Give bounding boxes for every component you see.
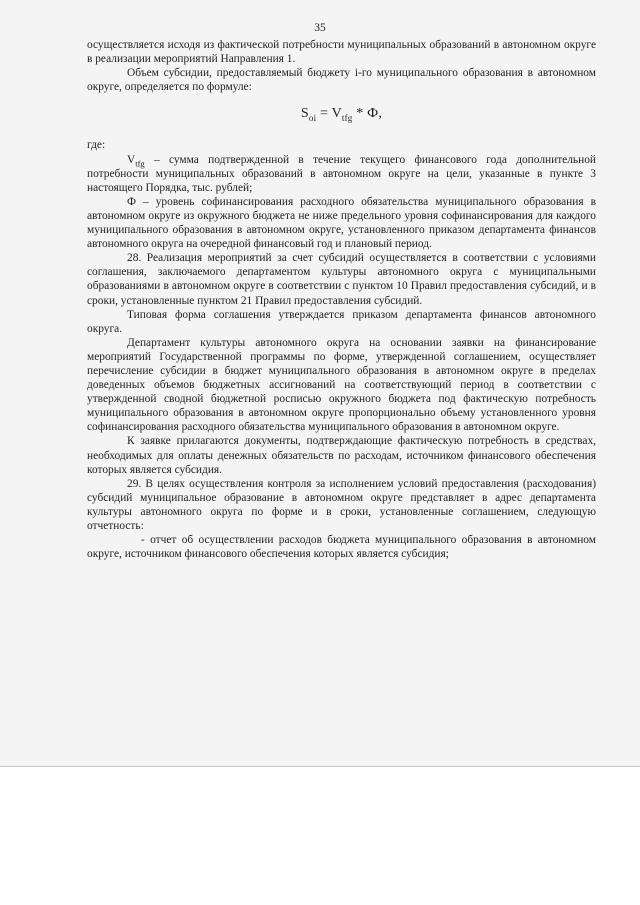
- where-label: где:: [87, 139, 106, 152]
- formula-s: S: [300, 106, 309, 122]
- vtfg-symbol: V: [127, 153, 136, 166]
- document-body: [87, 38, 596, 561]
- definition-f: Ф – уровень софинансирования расходного обязательства муниципального образования в автономном округе из окружного бюджета не ниже предельного уровня софинансирования для каждого муниципального образования в автономном округе, установленного приказом департамента финансов автономного округа на очередной финансовый год и плановый период.: [87, 195, 596, 251]
- paragraph-department-transfer: Департамент культуры автономного округа на основании заявки на финансирование мероприятий Государственной программы по форме, утвержденной соглашением, осуществляет перечисление субсидии в бюджет муниципального образования в автономном округе в пределах доведенных объемов бюджетных ассигнований на соответствующий период в соответствии с утвержденной сводной бюджетной росписью окружного бюджета под фактическую потребность муниципального образования в автономном округе пропорционально объему установленного уровня софинансирования расходного обязательства муниципального образования в автономном округе.: [87, 336, 596, 434]
- paragraph-funding-basis: осуществляется исходя из фактической потребности муниципальных образований в автономном округе в реализации мероприятий Направления 1.: [87, 39, 596, 66]
- vtfg-definition-text: – сумма подтвержденной в течение текущего финансового года дополнительной потребности муниципальных образований в автономном округе на цели, указанные в пункте 3 настоящего Порядка, тыс. рублей;: [87, 153, 596, 194]
- paragraph-subsidy-volume: Объем субсидии, предоставляемый бюджету i-го муниципального образования в автономном округе, определяется по формуле:: [87, 67, 596, 94]
- paragraph-application-documents: К заявке прилагаются документы, подтверждающие фактическую потребность в средствах, необходимых для оплаты денежных обязательств по расходам, источником финансового обеспечения которых является субсидия.: [87, 435, 596, 476]
- definition-vtfg: [87, 153, 596, 195]
- page-number: 35: [314, 22, 326, 34]
- paragraph-expense-report: - отчет об осуществлении расходов бюджета муниципального образования в автономном округе, источником финансового обеспечения которых является субсидия;: [87, 534, 596, 561]
- paragraph-agreement-form: Типовая форма соглашения утверждается приказом департамента финансов автономного округа.: [87, 308, 596, 335]
- paragraph-28: 28. Реализация мероприятий за счет субсидий осуществляется в соответствии с условиями соглашения, заключаемого департаментом культуры автономного округа с муниципальными образованиями в автономном округе в соответствии с пунктом 10 Правил предоставления субсидий, и в сроки, установленные пунктом 21 Правил предоставления субсидий.: [87, 252, 596, 307]
- paragraph-29: 29. В целях осуществления контроля за исполнением условий предоставления (расходования) субсидий муниципальное образование в автономном округе представляет в адрес департамента культуры автономного округа по форме и в сроки, установленные соглашением, следующую отчетность:: [87, 477, 596, 532]
- formula: [87, 106, 596, 124]
- formula-s-subscript: oi: [308, 113, 317, 124]
- formula-v-subscript: tfg: [341, 113, 353, 124]
- vtfg-subscript: tfg: [135, 157, 145, 168]
- formula-rest: * Ф,: [352, 106, 383, 122]
- formula-equals-v: = V: [316, 106, 342, 122]
